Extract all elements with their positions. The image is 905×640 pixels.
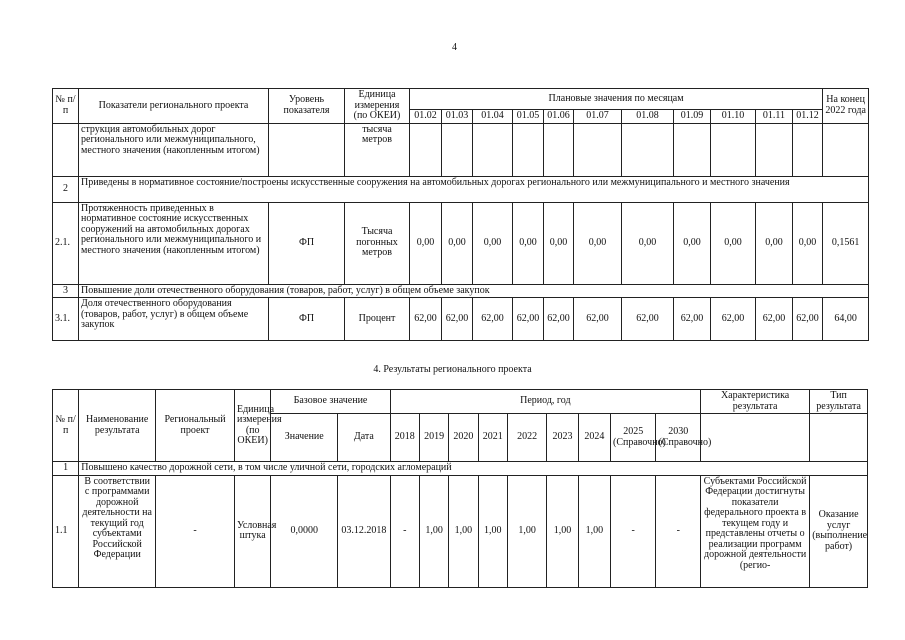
year-header-2030: 2030 (Справочно) bbox=[656, 414, 701, 462]
header-name: Наименование результата bbox=[79, 390, 156, 462]
row-value: 0,00 bbox=[410, 202, 442, 284]
row-value: 62,00 bbox=[410, 298, 442, 341]
row-value: 62,00 bbox=[442, 298, 473, 341]
year-header: 2022 bbox=[507, 414, 546, 462]
table-row bbox=[53, 123, 869, 176]
row-value: 62,00 bbox=[473, 298, 513, 341]
year-header: 2020 bbox=[449, 414, 478, 462]
row-base-value: 0,0000 bbox=[271, 475, 338, 587]
month-header: 01.10 bbox=[711, 109, 756, 123]
row-value: 0,00 bbox=[442, 202, 473, 284]
section-num: 2 bbox=[53, 176, 79, 202]
header-project: Региональный проект bbox=[156, 390, 235, 462]
row-unit: Условная штука bbox=[234, 475, 270, 587]
header-unit: Единица измерения (по ОКЕИ) bbox=[234, 390, 270, 462]
row-year-value: 1,00 bbox=[547, 475, 578, 587]
month-header: 01.03 bbox=[442, 109, 473, 123]
row-value: 62,00 bbox=[574, 298, 622, 341]
row-year-value: 1,00 bbox=[478, 475, 507, 587]
row-value: 0,00 bbox=[711, 202, 756, 284]
row-value: 0,00 bbox=[793, 202, 823, 284]
row-level bbox=[269, 123, 345, 176]
month-header: 01.07 bbox=[574, 109, 622, 123]
page-number: 4 bbox=[452, 42, 457, 53]
section-row bbox=[53, 462, 868, 476]
row-value: 62,00 bbox=[513, 298, 544, 341]
table-row bbox=[53, 202, 869, 284]
month-header: 01.06 bbox=[544, 109, 574, 123]
header-num: № п/п bbox=[53, 89, 79, 124]
row-level: ФП bbox=[269, 202, 345, 284]
row-type: Оказание услуг (выполнение работ) bbox=[810, 475, 868, 587]
month-header: 01.12 bbox=[793, 109, 823, 123]
row-num: 1.1 bbox=[53, 475, 79, 587]
header-unit: Единица измерения (по ОКЕИ) bbox=[345, 89, 410, 124]
month-header: 01.09 bbox=[674, 109, 711, 123]
table-row bbox=[53, 475, 868, 587]
row-value: 0,00 bbox=[756, 202, 793, 284]
row-value: 62,00 bbox=[622, 298, 674, 341]
section-row bbox=[53, 284, 869, 298]
row-value: 62,00 bbox=[544, 298, 574, 341]
section-text: Повышение доли отечественного оборудования (товаров, работ, услуг) в общем объеме закупок bbox=[79, 284, 869, 298]
header-base: Базовое значение bbox=[271, 390, 390, 414]
row-name: В соответствии с программами дорожной деятельности на текущий год субъектами Российской Федерации bbox=[79, 475, 156, 587]
header-indicators: Показатели регионального проекта bbox=[79, 89, 269, 124]
month-header: 01.05 bbox=[513, 109, 544, 123]
year-header: 2021 bbox=[478, 414, 507, 462]
row-value: 62,00 bbox=[711, 298, 756, 341]
row-value: 0,00 bbox=[622, 202, 674, 284]
indicators-table bbox=[52, 88, 869, 341]
row-value-2030: - bbox=[656, 475, 701, 587]
row-value: 62,00 bbox=[793, 298, 823, 341]
section-4-title: 4. Результаты регионального проекта bbox=[373, 364, 532, 375]
row-name: струкция автомобильных дорог регионального или межмуниципального, местного значения (накопленным итогом) bbox=[79, 123, 269, 176]
row-year-value: 1,00 bbox=[507, 475, 546, 587]
row-year-value: - bbox=[390, 475, 419, 587]
header-num: № п/п bbox=[53, 390, 79, 462]
row-value: 0,00 bbox=[544, 202, 574, 284]
row-characteristic: Субъектами Российской Федерации достигнуты показатели федерального проекта в текущем году и представлены отчеты о реализации программ дорожной деятельности (регио- bbox=[701, 475, 810, 587]
header-characteristic: Характеристика результата bbox=[701, 390, 810, 414]
section-num: 3 bbox=[53, 284, 79, 298]
row-num: 3.1. bbox=[53, 298, 79, 341]
row-value-2025: - bbox=[610, 475, 655, 587]
month-header: 01.08 bbox=[622, 109, 674, 123]
row-unit: тысяча метров bbox=[345, 123, 410, 176]
row-value: 62,00 bbox=[674, 298, 711, 341]
row-level: ФП bbox=[269, 298, 345, 341]
row-num bbox=[53, 123, 79, 176]
year-header: 2024 bbox=[578, 414, 610, 462]
month-header: 01.04 bbox=[473, 109, 513, 123]
row-unit: Процент bbox=[345, 298, 410, 341]
month-header: 01.02 bbox=[410, 109, 442, 123]
row-year-value: 1,00 bbox=[449, 475, 478, 587]
year-header: 2023 bbox=[547, 414, 578, 462]
row-end-value: 64,00 bbox=[823, 298, 869, 341]
row-year-value: 1,00 bbox=[578, 475, 610, 587]
section-text: Приведены в нормативное состояние/построены искусственные сооружения на автомобильных дорогах регионального или межмуниципального и местного значения bbox=[79, 176, 869, 202]
row-value: 0,00 bbox=[674, 202, 711, 284]
table-row bbox=[53, 298, 869, 341]
row-value: 62,00 bbox=[756, 298, 793, 341]
header-base-date: Дата bbox=[338, 414, 391, 462]
year-header: 2018 bbox=[390, 414, 419, 462]
row-project: - bbox=[156, 475, 235, 587]
results-table bbox=[52, 389, 868, 588]
row-value: 0,00 bbox=[513, 202, 544, 284]
year-header: 2019 bbox=[419, 414, 448, 462]
row-unit: Тысяча погонных метров bbox=[345, 202, 410, 284]
header-level: Уровень показателя bbox=[269, 89, 345, 124]
row-name: Протяженность приведенных в нормативное состояние искусственных сооружений на автомобильных дорогах регионального или межмуниципального и местного значения (накопленным итогом) bbox=[79, 202, 269, 284]
section-num: 1 bbox=[53, 462, 79, 476]
section-row bbox=[53, 176, 869, 202]
header-period: Период, год bbox=[390, 390, 700, 414]
year-header-2025: 2025 (Справочно) bbox=[610, 414, 655, 462]
section-text: Повышено качество дорожной сети, в том числе уличной сети, городских агломераций bbox=[79, 462, 868, 476]
row-value: 0,00 bbox=[473, 202, 513, 284]
row-base-date: 03.12.2018 bbox=[338, 475, 391, 587]
header-base-value: Значение bbox=[271, 414, 338, 462]
row-name: Доля отечественного оборудования (товаров, работ, услуг) в общем объеме закупок bbox=[79, 298, 269, 341]
header-end-of-year: На конец 2022 года bbox=[823, 89, 869, 124]
row-end-value: 0,1561 bbox=[823, 202, 869, 284]
header-monthly: Плановые значения по месяцам bbox=[410, 89, 823, 110]
row-num: 2.1. bbox=[53, 202, 79, 284]
row-value: 0,00 bbox=[574, 202, 622, 284]
header-type: Тип результата bbox=[810, 390, 868, 414]
month-header: 01.11 bbox=[756, 109, 793, 123]
row-year-value: 1,00 bbox=[419, 475, 448, 587]
